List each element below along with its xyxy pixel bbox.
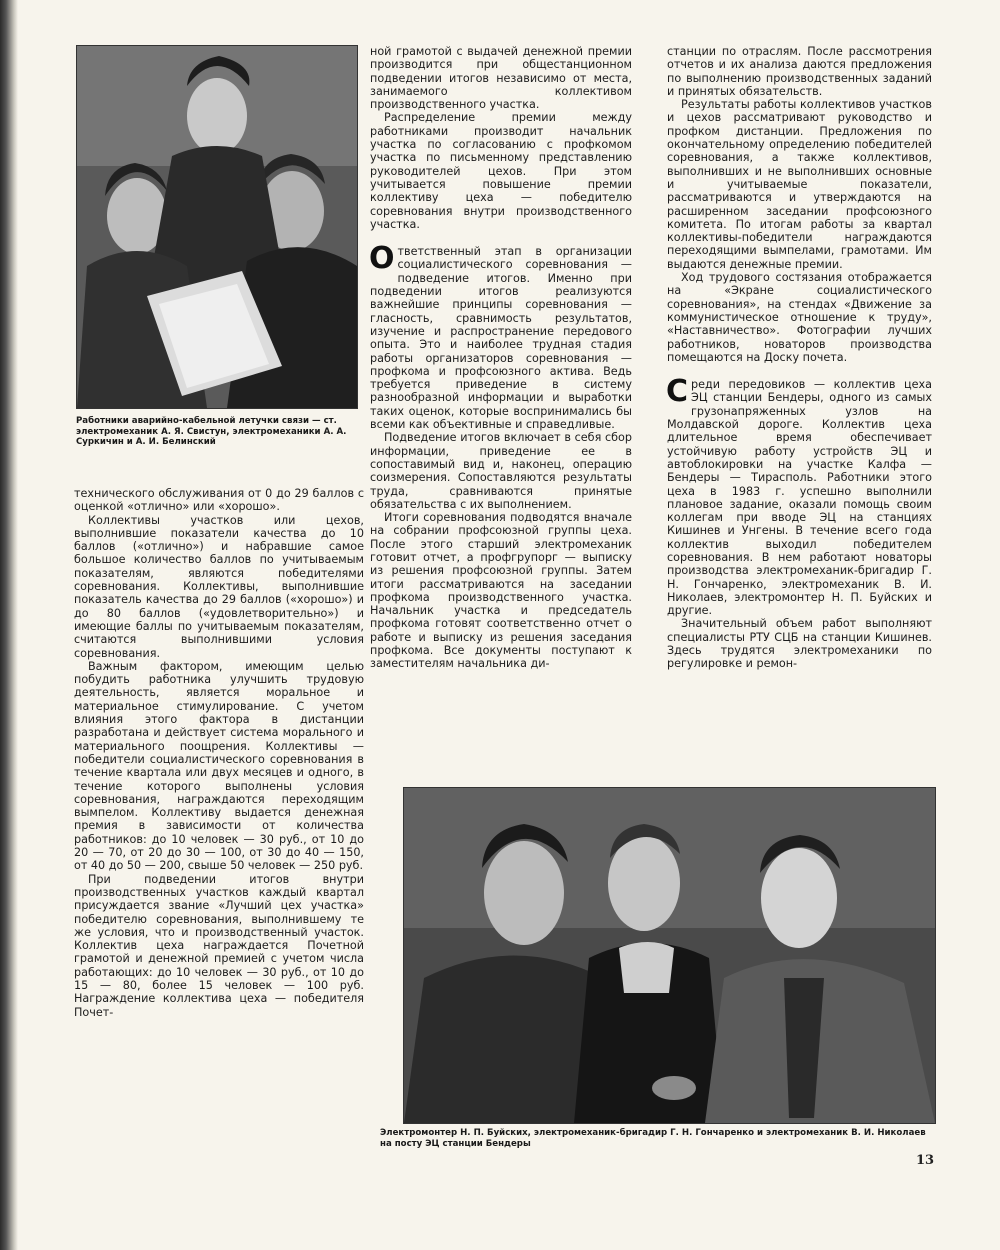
photo-top-image [77, 46, 357, 408]
col2-paragraph-2: Распределение премии между работниками производит начальник участка по согласованию с профкомом участка по письменному представлению руководителей цехов. При этом учитывается повышение премии коллективу цеха — победителю соревнования внутри производственного участка. [370, 111, 632, 231]
dropcap-s: С [666, 374, 689, 410]
page-number: 13 [916, 1153, 935, 1168]
col3-paragraph-4 [666, 374, 932, 618]
col3-paragraph-1: станции по отраслям. После рассмотрения отчетов и их анализа даются предложения по выполнению производственных заданий и принятых обязательств. [667, 45, 932, 98]
column-3 [667, 45, 932, 671]
col1-paragraph-4: При подведении итогов внутри производственных участков каждый квартал присуждается звание «Лучший цех участка» победителю соревнования, выполнившему те же условия, что и производственный участок. Коллектив цеха награждается Почетной грамотой и денежной премией с учетом числа работающих: до 10 человек — 30 руб., от 10 до 15 — 80, более 15 человек — 100 руб. Награждение коллектива цеха — победителя Почет- [74, 872, 364, 1019]
photo-bottom-image [404, 788, 935, 1123]
page-spine-shadow [0, 0, 18, 1250]
column-1 [74, 487, 364, 1019]
col1-paragraph-3: Важным фактором, имеющим целью побудить работника улучшить трудовую деятельность, является моральное и материальное стимулирование. С учетом влияния этого фактора в дистанции разработана и действует система морального и материального поощрения. Коллективы — победители социалистического соревнования в течение квартала или двух месяцев и одного, в течение которого выполнены условия соревнования, награждаются переходящим вымпелом. Коллективу выдается денежная премия в зависимости от количества работников: до 10 человек — 30 руб., от 10 до 20 — 70, от 20 до 30 — 100, от 30 до 40 — 150, от 40 до 50 — 200, свыше 50 человек — 250 руб. [74, 659, 364, 873]
col1-paragraph-1: технического обслуживания от 0 до 29 баллов с оценкой «отлично» или «хорошо». [74, 487, 364, 514]
photo-bottom-caption: Электромонтер Н. П. Буйских, электромеханик-бригадир Г. Н. Гончаренко и электромеханик В. И. Николаев на посту ЭЦ станции Бендеры [380, 1128, 926, 1149]
column-2 [370, 45, 632, 671]
col2-paragraph-3 [369, 241, 632, 432]
col3-paragraph-3: Ход трудового состязания отображается на «Экране социалистического соревнования», на стендах «Движение за коммунистическое отношение к труду», «Наставничество». Фотографии лучших работников, новаторов производства помещаются на Доску почета. [667, 271, 932, 364]
col2-paragraph-3-text: тветственный этап в организации социалистического соревнования — подведение итогов. Именно при подведении итогов реализуются важнейшие принципы соревнования — гласность, сравнимость результатов, изучение и распространение передового опыта. Это и наиболее трудная стадия работы организаторов соревнования — профкома и профсоюзного актива. Ведь требуется приведение в систему разнообразной информации и выработки таких оценок, которые воспринимались бы всеми как объективные и справедливые. [370, 245, 632, 432]
col2-paragraph-1: ной грамотой с выдачей денежной премии производится при общестанционном подведении итогов независимо от места, занимаемого коллективом производственного участка. [370, 45, 632, 112]
col1-paragraph-2: Коллективы участков или цехов, выполнившие показатели качества до 10 баллов («отлично») и набравшие самое большое количество баллов по учитываемым показателям, являются победителями соревнования. Коллективы, выполнившие показатель качества до 29 баллов («хорошо») и до 80 баллов («удовлетворительно») и имеющие баллы по учитываемым показателям, считаются выполнившими условия соревнования. [74, 513, 364, 660]
col3-paragraph-5: Значительный объем работ выполняют специалисты РТУ СЦБ на станции Кишинев. Здесь трудятся электромеханики по регулировке и ремон- [667, 617, 932, 671]
photo-three-men-talking [403, 787, 936, 1124]
dropcap-o: О [369, 241, 395, 277]
col2-paragraph-5: Итоги соревнования подводятся вначале на собрании профсоюзной группы цеха. После этого старший электромеханик готовит отчет, а профгрупорг — выписку из решения профсоюзной группы. Затем итоги рассматриваются на заседании профкома производственного участка. Начальник участка и председатель профкома готовят соответственно отчет о работе и выписку из решения заседания профкома. Все документы поступают к заместителям начальника ди- [370, 511, 632, 671]
photo-top-caption: Работники аварийно-кабельной летучки связи — ст. электромеханик А. Я. Свистун, электромеханики А. А. Суркичин и А. И. Белинский [76, 416, 347, 447]
col2-paragraph-4: Подведение итогов включает в себя сбор информации, приведение ее в сопоставимый вид и, наконец, операцию соизмерения. Сопоставляются результаты труда, сравниваются принятые обязательства с их выполнением. [370, 431, 632, 511]
col3-paragraph-2: Результаты работы коллективов участков и цехов рассматривают руководство и профком дистанции. Предложения по окончательному определению победителей соревнования, а также коллективов, выполнивших и не выполнивших основные и учитываемые показатели, рассматриваются и утверждаются на расширенном заседании профсоюзного комитета. По итогам работы за квартал коллективы-победители награждаются переходящими вымпелами, грамотами. Им выдаются денежные премии. [667, 98, 932, 271]
photo-three-workers-reading [76, 45, 358, 409]
col3-paragraph-4-text: реди передовиков — коллектив цеха ЭЦ станции Бендеры, одного из самых грузонапряженных узлов на Молдавской дороге. Коллектив цеха длительное время обеспечивает устойчивую работу устройств ЭЦ и автоблокировки на участке Калфа — Бендеры — Тирасполь. Работники этого цеха в 1983 г. успешно выполнили плановое задание, оказали помощь своим коллегам при вводе ЭЦ на станциях Кишинев и Унгены. В течение всего года коллектив выходил победителем соревнования. В нем работают новаторы производства электромеханик-бригадир Г. Н. Гончаренко, электромеханик В. И. Николаев, электромонтер Н. П. Буйских и другие. [667, 378, 932, 618]
